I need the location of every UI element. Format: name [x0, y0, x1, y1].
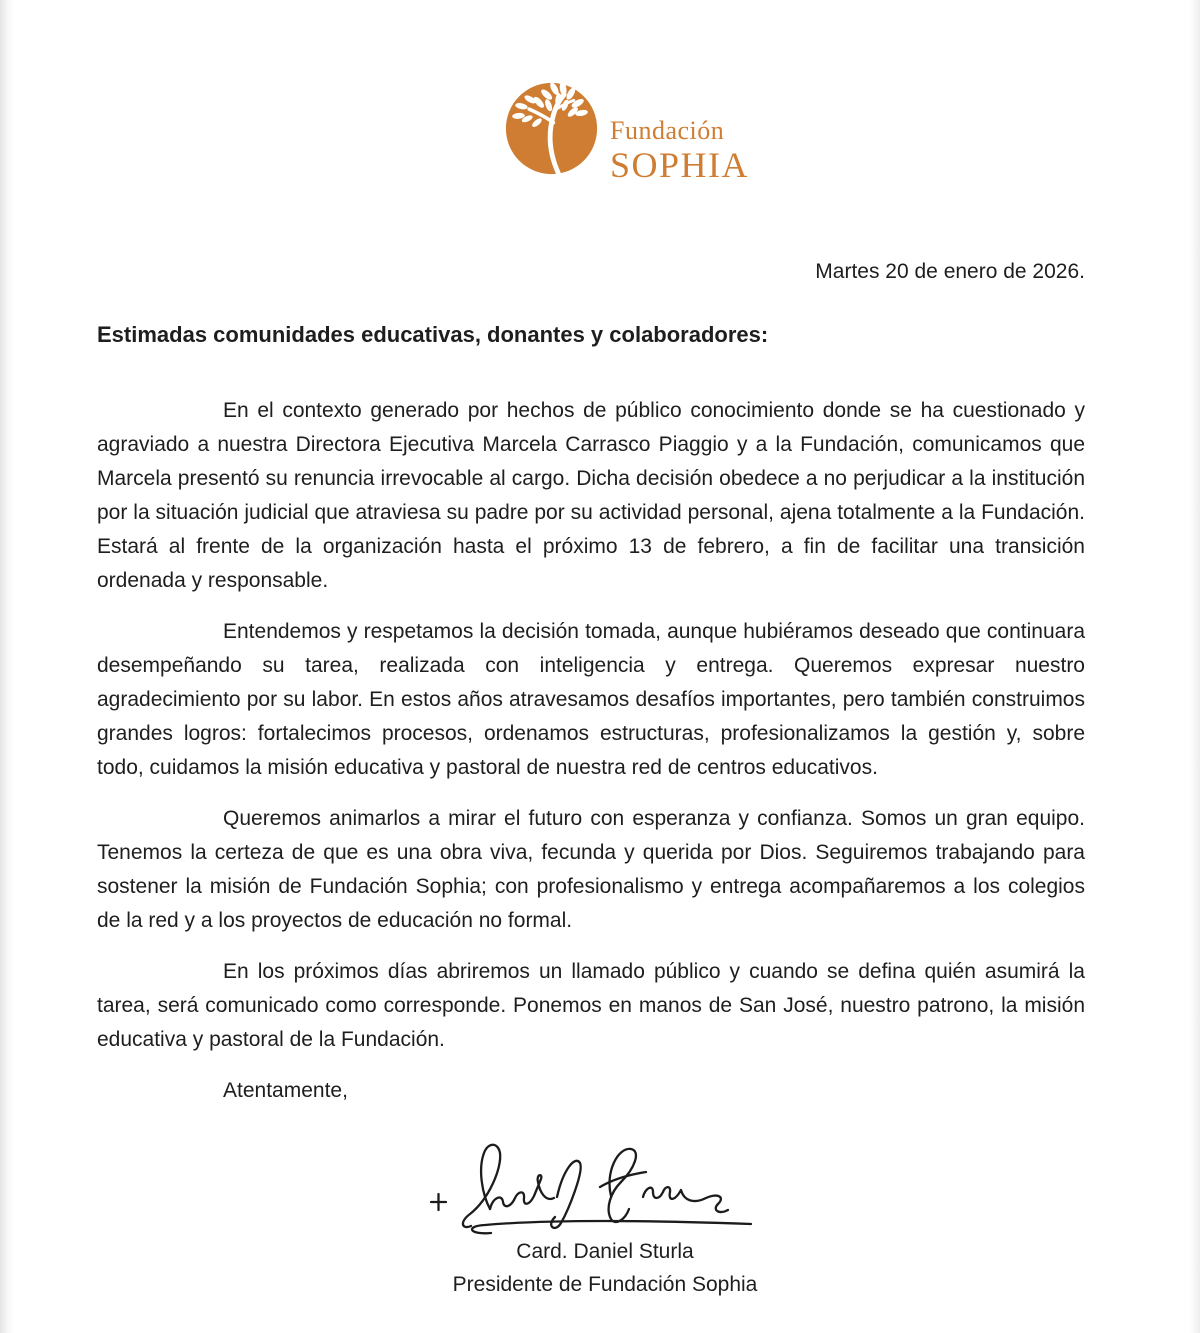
page-left-edge-shadow — [0, 0, 14, 1333]
letter-paragraphs — [97, 394, 1085, 1057]
logo-name-line1: Fundación — [610, 116, 725, 145]
logo-wordmark — [610, 118, 749, 183]
handwritten-signature-icon — [405, 1130, 805, 1242]
signature-block — [375, 1130, 835, 1301]
signatory-name: Card. Daniel Sturla — [516, 1240, 694, 1263]
signatory-title: Presidente de Fundación Sophia — [452, 1273, 758, 1296]
letter-paragraph: Queremos animarlos a mirar el futuro con esperanza y confianza. Somos un gran equipo. Tenemos la certeza de que es una obra viva, fecunda y querida por Dios. Seguiremos trabajando para sostener la misión de Fundación Sophia; con profesionalismo y entrega acompañaremos a los colegios de la red y a los proyectos de educación no formal. — [97, 807, 1085, 932]
letter-closing: Atentamente, — [223, 1079, 348, 1102]
logo-name-line2: SOPHIA — [610, 145, 750, 185]
page-right-edge-shadow — [1189, 0, 1200, 1333]
tree-in-circle-icon — [503, 80, 600, 177]
letter-paragraph: Entendemos y respetamos la decisión tomada, aunque hubiéramos deseado que continuara desempeñando su tarea, realizada con inteligencia y entrega. Queremos expresar nuestro agradecimiento por su labor. En estos años atravesamos desafíos importantes, pero también construimos grandes logros: fortalecimos procesos, ordenamos estructuras, profesionalizamos la gestión y, sobre todo, cuidamos la misión educativa y pastoral de nuestra red de centros educativos. — [97, 620, 1085, 779]
letter-paragraph: En los próximos días abriremos un llamado público y cuando se defina quién asumirá la tarea, será comunicado como corresponde. Ponemos en manos de San José, nuestro patrono, la misión educativa y pastoral de la Fundación. — [97, 960, 1085, 1051]
letter-paragraph: En el contexto generado por hechos de público conocimiento donde se ha cuestionado y agraviado a nuestra Directora Ejecutiva Marcela Carrasco Piaggio y a la Fundación, comunicamos que Marcela presentó su renuncia irrevocable al cargo. Dicha decisión obedece a no perjudicar a la institución por la situación judicial que atraviesa su padre por su actividad personal, ajena totalmente a la Fundación. Estará al frente de la organización hasta el próximo 13 de febrero, a fin de facilitar una transición ordenada y responsable. — [97, 399, 1085, 592]
org-logo — [503, 80, 749, 183]
letter-body — [97, 258, 1085, 1301]
letter-date: Martes 20 de enero de 2026. — [815, 260, 1085, 283]
letter-salutation: Estimadas comunidades educativas, donantes y colaboradores: — [97, 322, 769, 347]
